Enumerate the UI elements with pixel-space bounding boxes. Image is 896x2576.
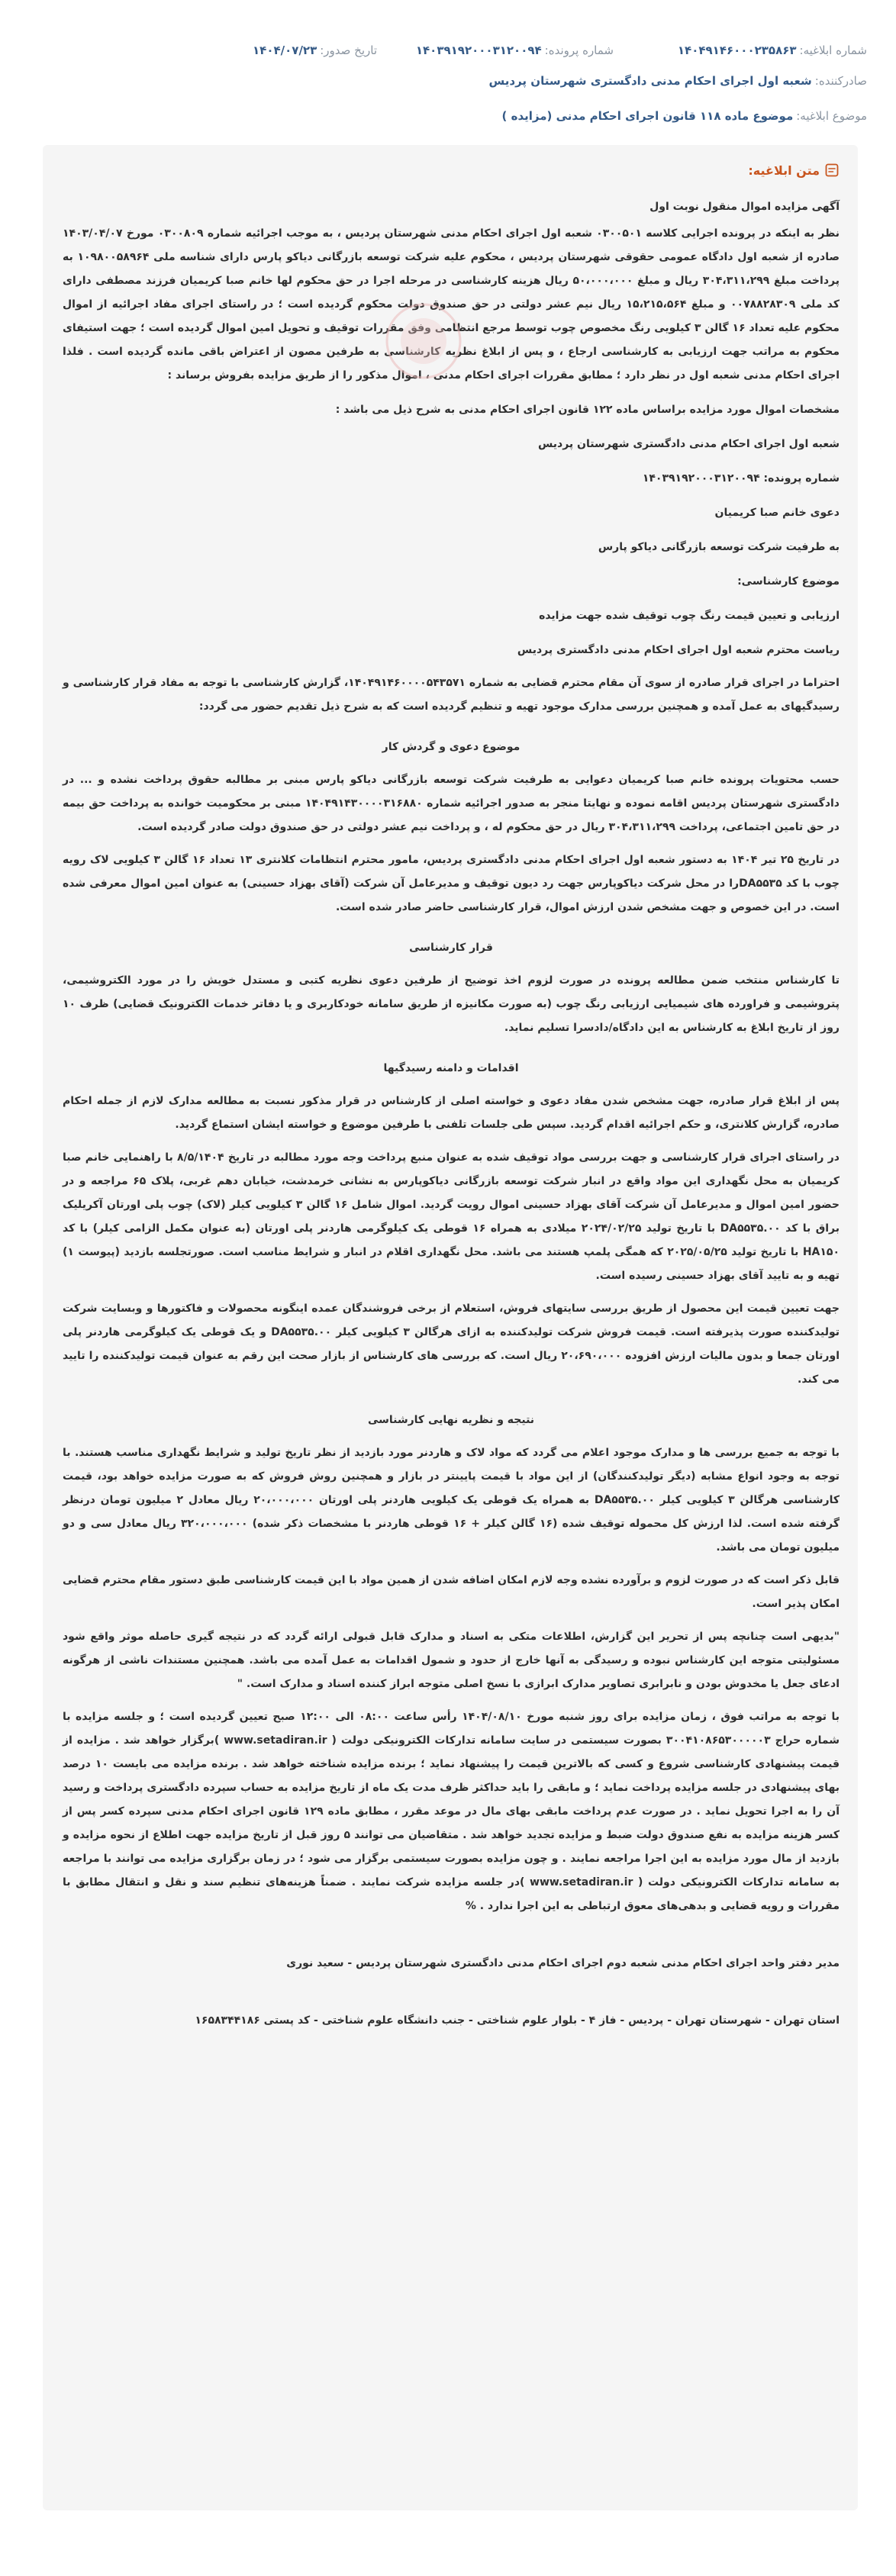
document-text-icon (824, 163, 840, 178)
meta-row-issuer (29, 70, 867, 92)
body-paragraph: تا کارشناس منتخب ضمن مطالعه پرونده در صورت لزوم اخذ توضیح از طرفین دعوی نظریه کتبی و مستدل خویش را در مورد الکتروشیمی، پتروشیمی و فراورده های شیمیایی ارزیابی رنگ چوب (به صورت مکانیزه از طریق سامانه خودکاربری و یا دفاتر خدمات الکترونیک قضایی) ظرف ۱۰ روز از تاریخ ابلاغ به کارشناس به این دادگاه/دادسرا تسلیم نماید. (63, 974, 840, 1034)
notice-text-card (43, 145, 858, 2510)
issue-date-value: ۱۴۰۴/۰۷/۲۳ (253, 43, 317, 57)
subject-label: موضوع ابلاغیه: (796, 109, 867, 123)
issue-date (253, 43, 377, 57)
section-heading: قرار کارشناسی (409, 942, 493, 954)
plaintiff-line: دعوی خانم صبا کریمیان (714, 507, 840, 519)
property-specs-heading: مشخصات اموال مورد مزایده براساس ماده ۱۲۲ قانون اجرای احکام مدنی به شرح ذیل می باشد : (335, 404, 840, 416)
issuer-label: صادرکننده: (814, 74, 867, 88)
body-paragraph: احتراما در اجرای قرار صادره از سوی آن مقام محترم قضایی به شماره ۱۴۰۴۹۱۴۶۰۰۰۰۵۴۳۵۷۱، گزارش کارشناسی با توجه به مفاد قرار کارشناسی و رسیدگیهای به عمل آمده و همچنین بررسی مدارک موجود تهیه و تنظیم گردیده است که به شرح ذیل تقدیم حضور می گردد: (63, 677, 840, 713)
body-paragraph: حسب محتویات پرونده خانم صبا کریمیان دعوایی به طرفیت شرکت توسعه بازرگانی دیاکو پارس مبنی بر مطالبه حقوق پرداخت نشده و ... در دادگستری شهرستان پردیس اقامه نموده و نهایتا منجر به صدور اجرائیه شماره ۱۴۰۴۹۱۴۳۰۰۰۰۳۱۶۸۸۰ مبنی بر محکومیت خوانده به پرداخت حق بیمه در حق تامین اجتماعی، پرداخت ۳۰۴،۳۱۱،۲۹۹ ریال در حق محکوم له ، و پرداخت نیم عشر دولتی در حق صندوق دولت صادر گردیده است. (63, 774, 840, 833)
addressee-line: ریاست محترم شعبه اول اجرای احکام مدنی دادگستری پردیس (517, 644, 840, 656)
defendant-line: به طرفیت شرکت توسعه بازرگانی دیاکو پارس (598, 541, 840, 553)
meta-row-numbers (29, 40, 867, 61)
notice-number-label: شماره ابلاغیه: (799, 43, 867, 57)
case-number-line: شماره پرونده: ۱۴۰۳۹۱۹۲۰۰۰۳۱۲۰۰۹۴ (642, 472, 840, 485)
case-number-label: شماره پرونده: (544, 43, 614, 57)
body-paragraph: در تاریخ ۲۵ تیر ۱۴۰۴ به دستور شعبه اول اجرای احکام مدنی دادگستری پردیس، مامور محترم انتظامات کلانتری ۱۳ تعداد ۱۶ گالن ۳ کیلویی لاک رویه چوب با کد DA۵۵۳۵را در محل شرکت دیاکوپارس جهت رد دیون توقیف و مدیرعامل آن شرکت (آقای بهزاد حسینی) به عنوان امین اموال معرفی شده است. در این خصوص و جهت مشخص شدن ارزش اموال، قرار کارشناسی حاضر صادر شده است. (63, 854, 840, 913)
notice-text-title: متن ابلاغیه: (748, 163, 820, 178)
notice-number-value: ۱۴۰۴۹۱۴۶۰۰۰۲۳۵۸۶۳ (677, 43, 797, 57)
notice-text-heading (63, 156, 840, 185)
case-number-value: ۱۴۰۳۹۱۹۲۰۰۰۳۱۲۰۰۹۴ (415, 43, 542, 57)
body-paragraph: "بدیهی است چنانچه پس از تحریر این گزارش، اطلاعات متکی به اسناد و مدارک قابل قبولی ارائه گردد که در نتیجه گیری حاصله موثر واقع شود مسئولیتی متوجه این کارشناس نبوده و رسیدگی به آنها خارج از حدود و شمول اقدامات به عمل آمده می باشد. همچنین مستندات ناشی از هرگونه ادعای جعل یا مخدوش بودن و نابرابری تصاویر مدارک ابرازی با نسخ اصلی متوجه ابراز کننده اسناد و مدارک است. " (63, 1631, 840, 1690)
address-line: استان تهران - شهرستان تهران - پردیس - فاز ۴ - بلوار علوم شناختی - جنب دانشگاه علوم شناختی - کد پستی ۱۶۵۸۳۴۴۱۸۶ (195, 2014, 840, 2027)
branch-line: شعبه اول اجرای احکام مدنی دادگستری شهرستان پردیس (537, 438, 840, 450)
case-number (377, 43, 614, 57)
meta-row-subject (29, 105, 867, 127)
section-heading: نتیجه و نظریه نهایی کارشناسی (367, 1414, 535, 1426)
signature-line: مدیر دفتر واحد اجرای احکام مدنی شعبه دوم اجرای احکام مدنی دادگستری شهرستان پردیس - سعید نوری (286, 1957, 840, 1969)
body-paragraph: با توجه به جمیع بررسی ها و مدارک موجود اعلام می گردد که مواد لاک و هاردنر مورد بازدید از نظر تاریخ تولید و شرایط نگهداری مناسب هستند. با توجه به وجود انواع مشابه (دیگر تولیدکنندگان) از این مواد با قیمت پایینتر در بازار و همچنین روش فروش که به صورت مزایده خواهد بود، قیمت کارشناسی هرگالن ۳ کیلویی کیلر DA۵۵۳۵.۰۰ به همراه یک قوطی یک کیلویی هاردنر پلی اورتان ۲۰،۰۰۰،۰۰۰ ریال معادل ۲ میلیون تومان درنظر گرفته شده است. لذا ارزش کل محموله توقیف شده (۱۶ گالن کیلر + ۱۶ قوطی هاردنر با مشخصات ذکر شده) ۳۲۰،۰۰۰،۰۰۰ ریال معادل سی و دو میلیون تومان می باشد. (63, 1447, 840, 1554)
section-heading: اقدامات و دامنه رسیدگیها (383, 1062, 519, 1074)
issuer-value: شعبه اول اجرای احکام مدنی دادگستری شهرستان پردیس (488, 74, 812, 88)
notice-main-title: آگهی مزایده اموال منقول نوبت اول (649, 201, 840, 213)
section-heading: موضوع دعوی و گردش کار (382, 741, 521, 753)
appraisal-subject-label: موضوع کارشناسی: (737, 575, 840, 588)
notice-number (614, 43, 867, 57)
body-paragraph: جهت تعیین قیمت این محصول از طریق بررسی سایتهای فروش، استعلام از برخی فروشندگان عمده اینگونه محصولات و فاکتورها و وبسایت شرکت تولیدکننده صورت پذیرفته است. قیمت فروش شرکت تولیدکننده به ازای هرگالن ۳ کیلویی کیلر DA۵۵۳۵.۰۰ و یک قوطی یک کیلوگرمی هاردنر پلی اورتان جمعا و بدون مالیات ارزش افزوده ۲۰،۶۹۰،۰۰۰ ریال است. که بررسی های کارشناس از بازار صحت این رقم به عنوان قیمت تولیدکننده را تایید می کند. (63, 1302, 840, 1386)
body-paragraph: نظر به اینکه در پرونده اجرایی کلاسه ۰۳۰۰۵۰۱ شعبه اول اجرای احکام مدنی شهرستان پردیس ، به موجب اجرائیه شماره ۰۳۰۰۸۰۹ مورخ ۱۴۰۳/۰۴/۰۷ صادره از شعبه اول دادگاه عمومی حقوقی شهرستان پردیس ، محکوم علیه شرکت توسعه بازرگانی دیاکو پارس دارای شناسه ملی ۱۰۹۸۰۰۵۸۹۶۴ به پرداخت مبلغ ۳۰۴،۳۱۱،۲۹۹ ریال و مبلغ ۵۰،۰۰۰،۰۰۰ ریال هزینه کارشناسی در مرحله اجرا در حق محکوم لها خانم صبا کریمیان فرزند مصطفی دارای کد ملی ۰۰۷۸۸۲۸۳۰۹ و مبلغ ۱۵،۲۱۵،۵۶۴ ریال نیم عشر دولتی در حق صندوق دولت محکوم گردیده است ؛ در راستای اجرای مفاد اجرائیه از اموال محکوم علیه تعداد ۱۶ گالن ۳ کیلویی رنگ مخصوص چوب توسط مرجع انتظامی وفق مقررات توقیف و تحویل امین اموال گردیده است ؛ جهت استیفای محکوم به مراتب جهت ارزیابی به کارشناسی ارجاع ، و پس از ابلاغ نظریه کارشناسی به طرفین مصون از اعتراض باقی مانده گردیده است . فلذا اجرای احکام مدنی شعبه اول در نظر دارد ؛ مطابق مقررات اجرای احکام مدنی ، اموال مذکور را از طریق مزایده بفروش برساند : (63, 227, 840, 382)
body-paragraph: پس از ابلاغ قرار صادره، جهت مشخص شدن مفاد دعوی و خواسته اصلی از کارشناس در قرار مذکور نسبت به مطالعه مدارک لازم از جمله احکام صادره، گزارش کلانتری، و حکم اجرائیه اقدام گردید. سپس طی جلسات تلفنی با طرفین موضوع و خواسته ایشان استماع گردید. (63, 1095, 840, 1131)
body-paragraph: قابل ذکر است که در صورت لزوم و برآورده نشده وجه لازم امکان اضافه شدن از همین مواد با این قیمت کارشناسی طبق دستور مقام محترم قضایی امکان پذیر است. (63, 1574, 840, 1610)
appraisal-subject-value: ارزیابی و تعیین قیمت رنگ چوب توقیف شده جهت مزایده (539, 610, 840, 622)
subject-value: موضوع ماده ۱۱۸ قانون اجرای احکام مدنی (مزایده ) (501, 109, 794, 123)
body-paragraph: با توجه به مراتب فوق ، زمان مزایده برای روز شنبه مورخ ۱۴۰۴/۰۸/۱۰ رأس ساعت ۰۸:۰۰ الی ۱۲:۰۰ صبح تعیین گردیده است ؛ و جلسه مزایده با شماره حراج ۳۰۰۴۱۰۸۶۵۳۰۰۰۰۰۳ بصورت سیستمی در سایت سامانه تدارکات الکترونیکی دولت ( www.setadiran.ir )برگزار خواهد شد . مزایده از قیمت پیشنهادی کارشناسی شروع و کسی که بالاترین قیمت را پیشنهاد نماید ؛ برنده مزایده شناخته خواهد شد . برنده مزایده می بایست ۱۰ درصد بهای پیشنهادی در جلسه مزایده پرداخت نماید ؛ و مابقی را باید حداکثر ظرف مدت یک ماه از تاریخ مزایده به حساب سپرده دادگستری پرداخت و رسید آن را به اجرا تحویل نماید . در صورت عدم پرداخت مابقی بهای مال در موعد مقرر ، مطابق ماده ۱۲۹ قانون اجرای احکام مدنی سپرده کسر پس از کسر هزینه مزایده به نفع صندوق دولت ضبط و مزایده تجدید خواهد شد . متقاضیان می توانند ۵ روز قبل از تاریخ مزایده جهت اطلاع از نحوه مزایده و بازدید از مال مورد مزایده به این اجرا مراجعه نمایند . و چون مزایده بصورت سیستمی برگزار می شود ؛ در زمان برگزاری مزایده می توانند با مراجعه به سامانه تدارکات الکترونیکی دولت ( www.setadiran.ir )در جلسه مزایده شرکت نمایند . ضمناً هزینه‌های تنظیم سند و نقل و انتقال مطابق با مقررات و رویه قضایی و بدهی‌های معوق ارتباطی به این اجرا ندارد . % (63, 1711, 840, 1912)
body-paragraph: در راستای اجرای قرار کارشناسی و جهت بررسی مواد توقیف شده به عنوان منبع پرداخت وجه مورد مطالبه در تاریخ ۸/۵/۱۴۰۴ با راهنمایی خانم صبا کریمیان به محل نگهداری این مواد واقع در انبار شرکت توسعه بازرگانی دیاکوپارس به نشانی خرمدشت، خیابان دهم غربی، پلاک ۶۵ مراجعه و در حضور امین اموال و مدیرعامل آن شرکت آقای بهزاد حسینی اموال رویت گردید. اموال شامل ۱۶ گالن ۳ کیلویی کیلر (لاک) چوب پلی اورتان آکریلیک براق با کد DA۵۵۳۵.۰۰ با تاریخ تولید ۲۰۲۴/۰۲/۲۵ میلادی به همراه ۱۶ قوطی یک کیلوگرمی هاردنر پلی اورتان (به عنوان مکمل الزامی کیلر) با کد HA۱۵۰ با تاریخ تولید ۲۰۲۵/۰۵/۲۵ که همگی پلمپ هستند می باشد. محل نگهداری اقلام در انبار و شرایط مناسب است. صورتجلسه بازدید (پیوست ۱) تهیه و به تایید آقای بهزاد حسینی رسیده است. (63, 1151, 840, 1282)
issue-date-label: تاریخ صدور: (320, 43, 377, 57)
